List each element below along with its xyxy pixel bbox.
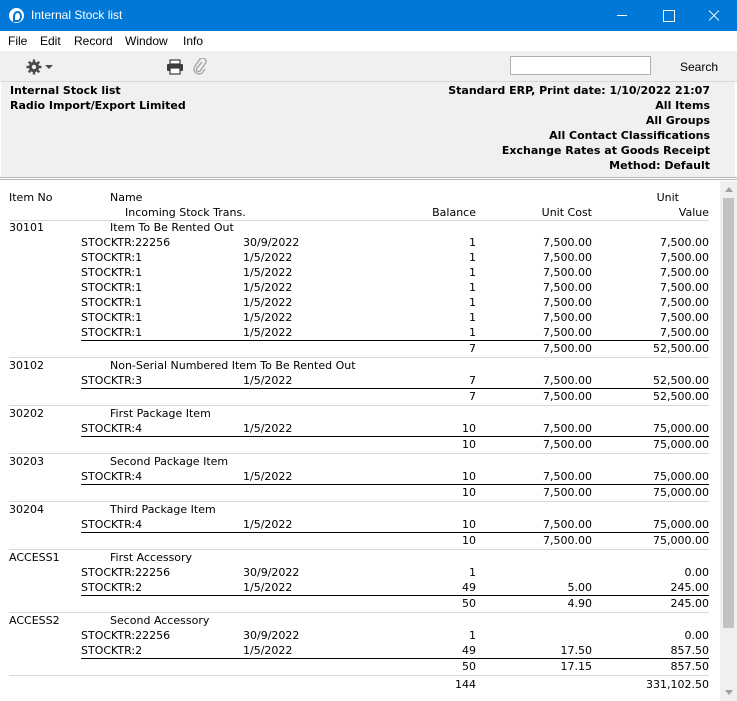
trans-number: STOCKTR:2 — [81, 644, 143, 657]
total-balance: 10 — [462, 486, 476, 499]
row-balance: 1 — [469, 281, 476, 294]
item-name: Second Package Item — [110, 455, 229, 468]
item-no: 30101 — [9, 221, 44, 234]
row-value: 75,000.00 — [653, 422, 709, 435]
row-balance: 49 — [462, 581, 476, 594]
trans-number: STOCKTR:4 — [81, 518, 143, 531]
row-balance: 10 — [462, 422, 476, 435]
trans-date: 1/5/2022 — [243, 518, 293, 531]
group-divider — [9, 405, 709, 406]
menu-window[interactable]: Window — [125, 34, 168, 48]
report-param: Exchange Rates at Goods Receipt — [501, 144, 710, 157]
chevron-down-icon[interactable] — [45, 65, 53, 69]
trans-date: 1/5/2022 — [243, 281, 293, 294]
row-unit-cost: 17.50 — [560, 644, 592, 657]
minimize-button[interactable] — [599, 0, 645, 31]
trans-number: STOCKTR:4 — [81, 470, 143, 483]
subtotal-line — [81, 595, 709, 596]
trans-number: STOCKTR:1 — [81, 311, 143, 324]
scroll-thumb[interactable] — [723, 198, 734, 628]
col-incoming: Incoming Stock Trans. — [125, 206, 246, 219]
trans-date: 1/5/2022 — [243, 644, 293, 657]
scroll-down-icon[interactable] — [725, 690, 733, 695]
search-button[interactable]: Search — [680, 60, 719, 74]
header-separator — [0, 177, 737, 180]
print-info: Standard ERP, Print date: 1/10/2022 21:07 — [448, 84, 710, 97]
report-body — [0, 181, 720, 701]
vertical-scrollbar[interactable] — [720, 181, 737, 701]
row-balance: 1 — [469, 236, 476, 249]
row-balance: 1 — [469, 266, 476, 279]
row-unit-cost: 7,500.00 — [543, 236, 592, 249]
item-no: 30102 — [9, 359, 44, 372]
subtotal-line — [81, 340, 709, 341]
row-unit-cost: 7,500.00 — [543, 296, 592, 309]
total-unit-cost: 7,500.00 — [543, 438, 592, 451]
row-balance: 1 — [469, 566, 476, 579]
company-name: Radio Import/Export Limited — [10, 99, 186, 112]
scroll-up-icon[interactable] — [725, 187, 733, 192]
maximize-button[interactable] — [645, 0, 691, 31]
item-name: Second Accessory — [110, 614, 210, 627]
trans-date: 1/5/2022 — [243, 311, 293, 324]
toolbar — [0, 51, 737, 82]
row-value: 0.00 — [684, 566, 709, 579]
row-unit-cost: 7,500.00 — [543, 281, 592, 294]
total-unit-cost: 7,500.00 — [543, 390, 592, 403]
group-divider — [9, 453, 709, 454]
row-unit-cost: 7,500.00 — [543, 266, 592, 279]
item-no: 30203 — [9, 455, 44, 468]
trans-date: 30/9/2022 — [243, 236, 300, 249]
total-unit-cost: 17.15 — [560, 660, 592, 673]
total-value: 245.00 — [670, 597, 709, 610]
total-unit-cost: 7,500.00 — [543, 486, 592, 499]
row-value: 7,500.00 — [660, 236, 709, 249]
trans-date: 30/9/2022 — [243, 566, 300, 579]
group-divider — [9, 612, 709, 613]
col-balance: Balance — [432, 206, 476, 219]
report-title: Internal Stock list — [10, 84, 121, 97]
report-param: Method: Default — [609, 159, 710, 172]
menu-file[interactable]: File — [8, 34, 28, 48]
subtotal-line — [81, 532, 709, 533]
row-unit-cost: 7,500.00 — [543, 326, 592, 339]
total-value: 75,000.00 — [653, 534, 709, 547]
row-value: 245.00 — [670, 581, 709, 594]
menu-record[interactable]: Record — [74, 34, 113, 48]
row-balance: 1 — [469, 251, 476, 264]
row-balance: 49 — [462, 644, 476, 657]
trans-number: STOCKTR:1 — [81, 281, 143, 294]
report-param: All Contact Classifications — [549, 129, 710, 142]
report-header — [1, 82, 735, 177]
item-name: First Package Item — [110, 407, 211, 420]
menu-bar — [0, 31, 737, 51]
trans-date: 1/5/2022 — [243, 422, 293, 435]
trans-number: STOCKTR:1 — [81, 326, 143, 339]
row-balance: 7 — [469, 374, 476, 387]
group-divider — [9, 549, 709, 550]
grand-total-balance: 144 — [455, 678, 476, 691]
title-bar — [0, 0, 737, 31]
row-value: 7,500.00 — [660, 266, 709, 279]
row-value: 52,500.00 — [653, 374, 709, 387]
col-name: Name — [110, 191, 143, 204]
total-balance: 10 — [462, 534, 476, 547]
total-value: 857.50 — [670, 660, 709, 673]
col-unit: Unit — [656, 191, 679, 204]
grand-total-value: 331,102.50 — [646, 678, 709, 691]
gear-icon[interactable] — [26, 59, 42, 75]
report-param: All Groups — [645, 114, 710, 127]
subtotal-line — [81, 658, 709, 659]
trans-number: STOCKTR:22256 — [81, 566, 171, 579]
row-value: 7,500.00 — [660, 311, 709, 324]
app-icon — [9, 8, 24, 23]
group-divider — [9, 501, 709, 502]
row-value: 7,500.00 — [660, 296, 709, 309]
subtotal-line — [81, 484, 709, 485]
row-value: 7,500.00 — [660, 326, 709, 339]
col-unit-cost: Unit Cost — [541, 206, 592, 219]
total-unit-cost: 7,500.00 — [543, 534, 592, 547]
trans-number: STOCKTR:22256 — [81, 236, 171, 249]
trans-number: STOCKTR:1 — [81, 251, 143, 264]
printer-icon[interactable] — [166, 59, 184, 75]
total-value: 52,500.00 — [653, 390, 709, 403]
row-value: 7,500.00 — [660, 251, 709, 264]
row-value: 0.00 — [684, 629, 709, 642]
subtotal-line — [81, 436, 709, 437]
total-unit-cost: 7,500.00 — [543, 342, 592, 355]
group-divider — [9, 357, 709, 358]
trans-date: 1/5/2022 — [243, 296, 293, 309]
row-balance: 10 — [462, 518, 476, 531]
row-balance: 10 — [462, 470, 476, 483]
item-no: 30202 — [9, 407, 44, 420]
item-name: First Accessory — [110, 551, 193, 564]
paperclip-icon[interactable] — [193, 58, 207, 76]
row-value: 857.50 — [670, 644, 709, 657]
group-divider — [9, 675, 709, 676]
menu-edit[interactable]: Edit — [40, 34, 61, 48]
total-balance: 10 — [462, 438, 476, 451]
row-unit-cost: 5.00 — [567, 581, 592, 594]
trans-number: STOCKTR:4 — [81, 422, 143, 435]
row-balance: 1 — [469, 326, 476, 339]
item-no: ACCESS2 — [9, 614, 60, 627]
trans-number: STOCKTR:2 — [81, 581, 143, 594]
report-param: All Items — [655, 99, 710, 112]
row-value: 75,000.00 — [653, 518, 709, 531]
row-balance: 1 — [469, 629, 476, 642]
item-no: 30204 — [9, 503, 44, 516]
subtotal-line — [81, 388, 709, 389]
trans-date: 1/5/2022 — [243, 251, 293, 264]
trans-number: STOCKTR:22256 — [81, 629, 171, 642]
close-button[interactable] — [691, 0, 737, 31]
trans-number: STOCKTR:1 — [81, 266, 143, 279]
col-item-no: Item No — [9, 191, 53, 204]
item-name: Item To Be Rented Out — [110, 221, 234, 234]
row-value: 75,000.00 — [653, 470, 709, 483]
row-unit-cost: 7,500.00 — [543, 422, 592, 435]
row-unit-cost: 7,500.00 — [543, 311, 592, 324]
item-name: Non-Serial Numbered Item To Be Rented Out — [110, 359, 356, 372]
window-title: Internal Stock list — [31, 8, 123, 22]
row-value: 7,500.00 — [660, 281, 709, 294]
col-value: Value — [678, 206, 709, 219]
trans-date: 1/5/2022 — [243, 581, 293, 594]
row-unit-cost: 7,500.00 — [543, 518, 592, 531]
row-unit-cost: 7,500.00 — [543, 374, 592, 387]
trans-date: 1/5/2022 — [243, 470, 293, 483]
total-balance: 50 — [462, 660, 476, 673]
total-balance: 7 — [469, 342, 476, 355]
trans-date: 1/5/2022 — [243, 266, 293, 279]
total-balance: 7 — [469, 390, 476, 403]
trans-number: STOCKTR:3 — [81, 374, 143, 387]
total-unit-cost: 4.90 — [567, 597, 592, 610]
item-name: Third Package Item — [110, 503, 216, 516]
search-input[interactable] — [510, 56, 651, 75]
total-value: 75,000.00 — [653, 438, 709, 451]
trans-date: 1/5/2022 — [243, 326, 293, 339]
total-value: 52,500.00 — [653, 342, 709, 355]
total-balance: 50 — [462, 597, 476, 610]
menu-info[interactable]: Info — [183, 34, 204, 48]
row-unit-cost: 7,500.00 — [543, 470, 592, 483]
row-balance: 1 — [469, 296, 476, 309]
item-no: ACCESS1 — [9, 551, 60, 564]
row-balance: 1 — [469, 311, 476, 324]
trans-number: STOCKTR:1 — [81, 296, 143, 309]
row-unit-cost: 7,500.00 — [543, 251, 592, 264]
total-value: 75,000.00 — [653, 486, 709, 499]
trans-date: 30/9/2022 — [243, 629, 300, 642]
trans-date: 1/5/2022 — [243, 374, 293, 387]
